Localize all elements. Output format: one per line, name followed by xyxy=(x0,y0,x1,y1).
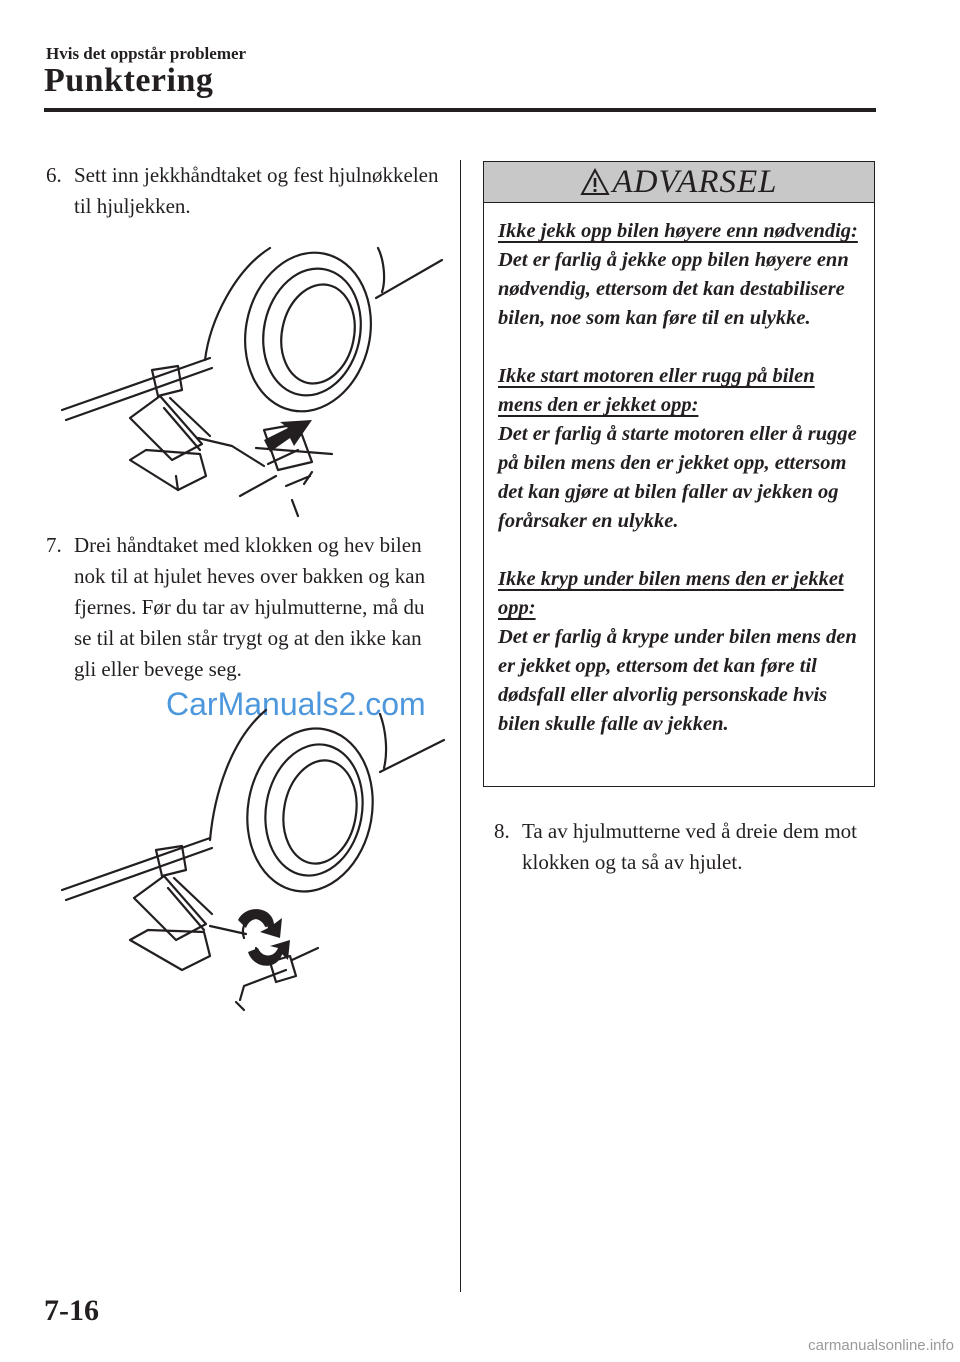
watermark: CarManuals2.com xyxy=(166,686,426,722)
step-7 xyxy=(46,530,446,685)
warning-title: ADVARSEL xyxy=(612,163,778,200)
warning-item-text: Det er farlig å krype under bilen mens den er jekket opp, ettersom det kan føre til dødsfall eller alvorlig personskade hvis bilen skulle falle av jekken. xyxy=(498,626,857,735)
step-number: 6. xyxy=(46,163,62,187)
step-number: 7. xyxy=(46,533,62,557)
warning-item-heading: Ikke jekk opp bilen høyere enn nødvendig: xyxy=(498,220,858,242)
step-number: 8. xyxy=(494,819,510,843)
warning-item-text: Det er farlig å starte motoren eller å rugge på bilen mens den er jekket opp, ettersom det kan gjøre at bilen faller av jekken og forårsaker en ulykke. xyxy=(498,423,857,532)
warning-body xyxy=(484,203,874,739)
step-text: Sett inn jekkhåndtaket og fest hjulnøkkelen til hjuljekken. xyxy=(74,163,439,218)
step-8 xyxy=(494,816,874,878)
lug-nut-removal-illustration xyxy=(60,700,450,1020)
warning-item-text: Det er farlig å jekke opp bilen høyere enn nødvendig, ettersom det kan destabilisere bilen, noe som kan føre til en ulykke. xyxy=(498,249,849,329)
warning-header xyxy=(484,162,874,203)
page-title: Punktering xyxy=(44,62,214,99)
warning-item-heading: Ikke start motoren eller rugg på bilen mens den er jekket opp: xyxy=(498,365,815,416)
step-text: Ta av hjulmutterne ved å dreie dem mot klokken og ta så av hjulet. xyxy=(522,819,857,874)
warning-item-heading: Ikke kryp under bilen mens den er jekket opp: xyxy=(498,568,844,619)
warning-item xyxy=(498,565,860,739)
title-rule xyxy=(44,108,876,112)
step-text: Drei håndtaket med klokken og hev bilen nok til at hjulet heves over bakken og kan fjernes. Før du tar av hjulmutterne, må du se til at bilen står trygt og at den ikke kan gli eller bevege seg. xyxy=(74,533,426,681)
warning-box xyxy=(483,161,875,787)
footer-site-watermark: carmanualsonline.info xyxy=(808,1337,954,1354)
section-label: Hvis det oppstår problemer xyxy=(46,44,247,63)
column-divider xyxy=(460,160,461,1292)
page-number: 7-16 xyxy=(44,1294,99,1327)
warning-triangle-icon xyxy=(580,168,610,196)
warning-item xyxy=(498,217,860,333)
jack-handle-illustration xyxy=(60,240,450,530)
step-6 xyxy=(46,160,446,222)
warning-item xyxy=(498,362,860,536)
